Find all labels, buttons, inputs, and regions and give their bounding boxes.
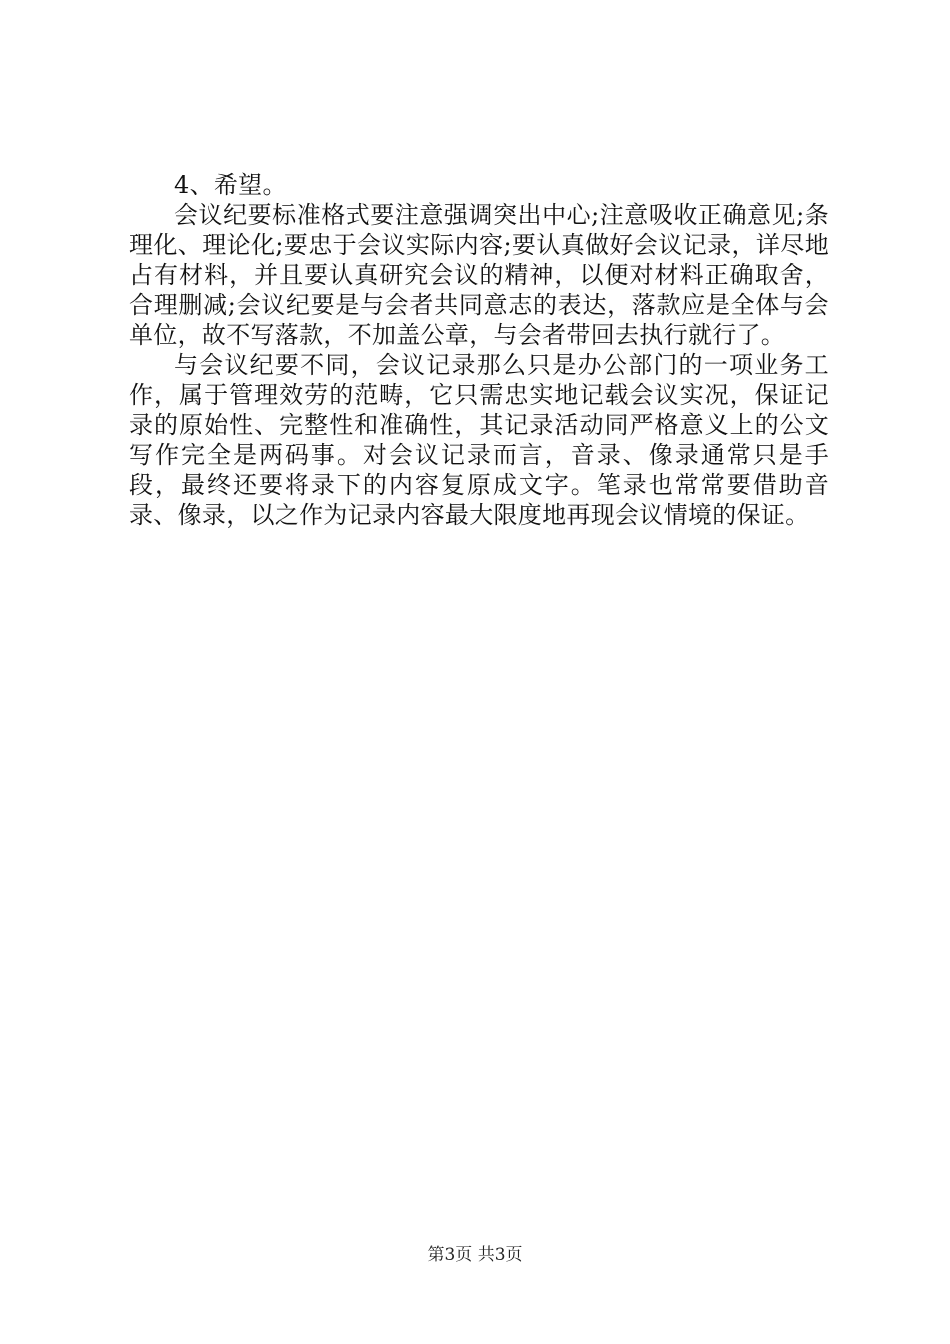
paragraph-meeting-records: 与会议纪要不同，会议记录那么只是办公部门的一项业务工作，属于管理效劳的范畴，它只需忠实地记载会议实况，保证记录的原始性、完整性和准确性，其记录活动同严格意义上的公文写作完全是两码事。对会议记录而言，音录、像录通常只是手段，最终还要将录下的内容复原成文字。笔录也常常要借助音录、像录，以之作为记录内容最大限度地再现会议情境的保证。 — [129, 351, 829, 529]
paragraph-minutes-format: 会议纪要标准格式要注意强调突出中心;注意吸收正确意见;条理化、理论化;要忠于会议实际内容;要认真做好会议记录，详尽地占有材料，并且要认真研究会议的精神，以便对材料正确取舍，合理删减;会议纪要是与会者共同意志的表达，落款应是全体与会单位，故不写落款，不加盖公章，与会者带回去执行就行了。 — [129, 201, 829, 349]
page-footer: 第3页 共3页 — [427, 1245, 523, 1265]
document-body — [129, 170, 829, 530]
paragraph-heading-hope: 4、希望。 — [174, 171, 287, 199]
